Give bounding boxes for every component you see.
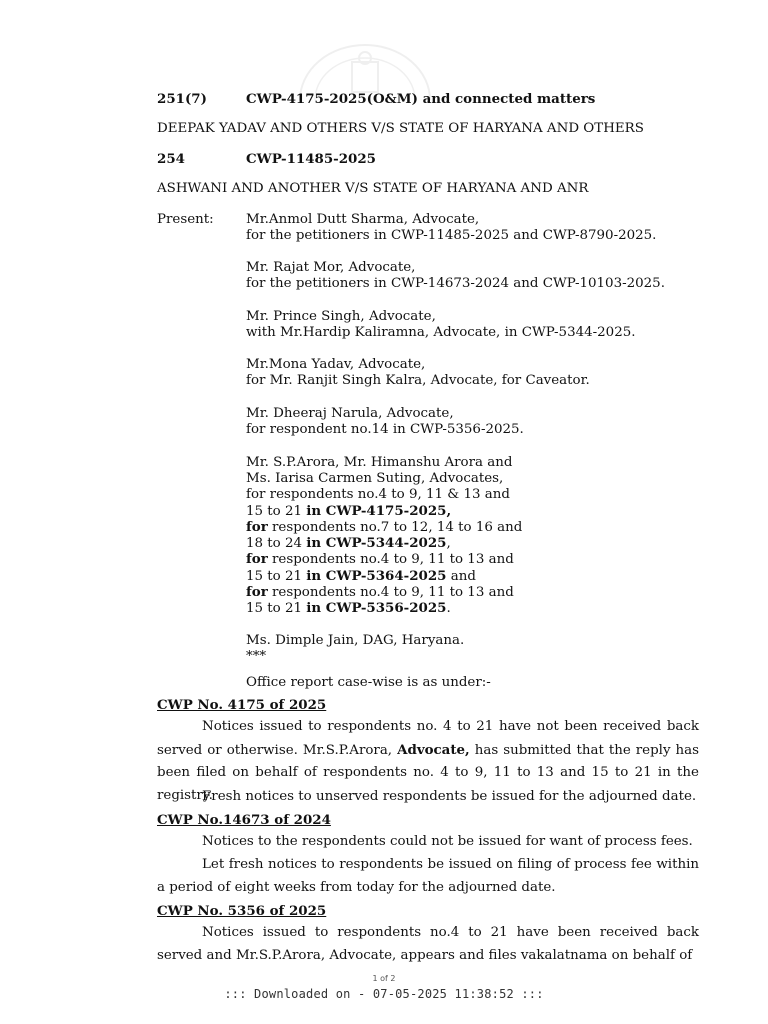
counsel-for: for respondents no.7 to 12, 14 to 16 and	[246, 519, 523, 535]
counsel-for: for respondents no.4 to 9, 11 & 13 and	[246, 487, 510, 502]
counsel-for: 15 to 21 in CWP-4175-2025,	[246, 503, 452, 519]
section-heading: CWP No. 4175 of 2025	[157, 697, 327, 713]
item-number: 251(7)	[157, 91, 207, 107]
office-report-intro: Office report case-wise is as under:-	[246, 675, 491, 690]
separator-stars: ***	[246, 649, 267, 664]
counsel-for: for Mr. Ranjit Singh Kalra, Advocate, for Caveator.	[246, 373, 590, 388]
download-stamp: ::: Downloaded on - 07-05-2025 11:38:52 :::	[224, 987, 544, 1001]
counsel-for: 18 to 24 in CWP-5344-2025,	[246, 535, 451, 551]
section-heading: CWP No.14673 of 2024	[157, 812, 331, 828]
counsel-for: for respondents no.4 to 9, 11 to 13 and	[246, 584, 514, 600]
counsel-name: Ms. Dimple Jain, DAG, Haryana.	[246, 633, 465, 648]
counsel-for: 15 to 21 in CWP-5364-2025 and	[246, 568, 476, 584]
counsel-for: 15 to 21 in CWP-5356-2025.	[246, 600, 451, 616]
case-parties: ASHWANI AND ANOTHER V/S STATE OF HARYANA AND ANR	[157, 181, 589, 196]
counsel-name: Mr.Anmol Dutt Sharma, Advocate,	[246, 212, 480, 227]
section-paragraph: Let fresh notices to respondents be issued on filing of process fee within a period of eight weeks from today for the adjourned date.	[157, 857, 699, 895]
present-label: Present:	[157, 212, 214, 227]
counsel-for: for the petitioners in CWP-11485-2025 and CWP-8790-2025.	[246, 228, 657, 243]
counsel-for: for respondents no.4 to 9, 11 to 13 and	[246, 551, 514, 567]
section-paragraph: Fresh notices to unserved respondents be issued for the adjourned date.	[202, 789, 697, 804]
counsel-names: Mr. S.P.Arora, Mr. Himanshu Arora and	[246, 455, 513, 470]
section-paragraph: Notices issued to respondents no. 4 to 21 have not been received back served or otherwise. Mr.S.P.Arora, Advocate, has submitted that the reply has been filed on behalf of respondents no. 4 to 9, 11 to 13 and 15 to 21 in the registry.	[157, 719, 699, 803]
counsel-name: Mr. Dheeraj Narula, Advocate,	[246, 406, 454, 421]
section-heading: CWP No. 5356 of 2025	[157, 903, 327, 919]
item-number: 254	[157, 151, 185, 167]
counsel-names: Ms. Iarisa Carmen Suting, Advocates,	[246, 471, 504, 486]
counsel-for: with Mr.Hardip Kaliramna, Advocate, in CWP-5344-2025.	[246, 325, 636, 340]
counsel-name: Mr. Rajat Mor, Advocate,	[246, 260, 416, 275]
case-parties: DEEPAK YADAV AND OTHERS V/S STATE OF HARYANA AND OTHERS	[157, 121, 644, 136]
section-paragraph: Notices issued to respondents no.4 to 21 have been received back served and Mr.S.P.Arora, Advocate, appears and files vakalatnama on behalf of	[157, 925, 699, 963]
case-number: CWP-4175-2025(O&M) and connected matters	[246, 91, 596, 107]
counsel-name: Mr. Prince Singh, Advocate,	[246, 309, 436, 324]
section-paragraph: Notices to the respondents could not be issued for want of process fees.	[202, 834, 693, 849]
counsel-for: for the petitioners in CWP-14673-2024 and CWP-10103-2025.	[246, 276, 665, 291]
counsel-for: for respondent no.14 in CWP-5356-2025.	[246, 422, 524, 437]
page-indicator: 1 of 2	[372, 974, 396, 983]
case-number: CWP-11485-2025	[246, 151, 377, 167]
counsel-name: Mr.Mona Yadav, Advocate,	[246, 357, 426, 372]
